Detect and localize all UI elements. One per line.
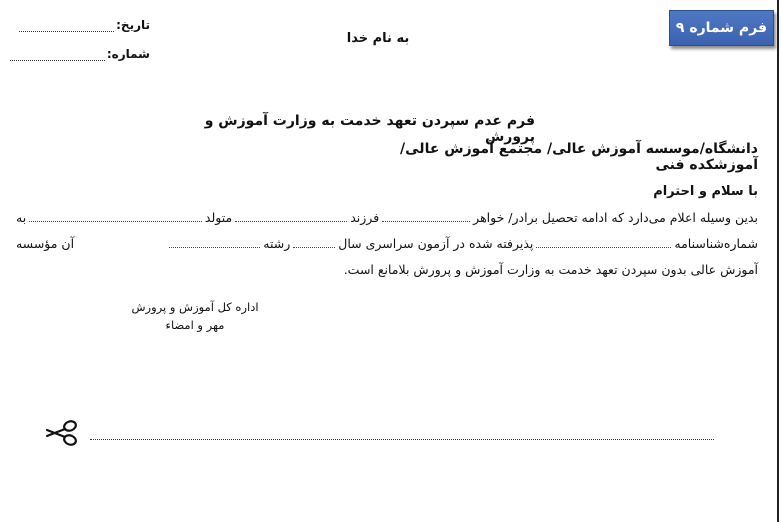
father-name-field[interactable]	[235, 212, 347, 222]
date-label: تاریخ:	[116, 18, 150, 32]
year-field[interactable]	[293, 238, 335, 248]
cut-line	[90, 439, 714, 440]
body-text: بدین وسیله اعلام می‌دارد که ادامه تحصیل برادر/ خواهر	[473, 210, 758, 225]
major-field[interactable]	[169, 238, 261, 248]
body-text: شماره‌شناسنامه	[674, 236, 758, 251]
greeting: با سلام و احترام	[653, 184, 758, 199]
name-field[interactable]	[382, 212, 470, 222]
body-text: پذیرفته شده در آزمون سراسری سال	[338, 236, 534, 251]
number-field[interactable]	[10, 50, 105, 61]
body-text: متولد	[204, 210, 233, 225]
body-line-1	[16, 210, 758, 225]
date-row	[8, 18, 150, 32]
form-title: فرم عدم سپردن تعهد خدمت به وزارت آموزش و پرورش	[204, 113, 535, 145]
date-field[interactable]	[19, 21, 114, 32]
id-number-field[interactable]	[536, 238, 671, 248]
body-text: رشته	[263, 236, 291, 251]
body-text: به	[16, 210, 27, 225]
signature-block	[130, 298, 260, 334]
body-text: فرزند	[350, 210, 380, 225]
birth-date-field[interactable]	[29, 212, 202, 222]
scissors-icon	[44, 416, 84, 450]
body-line-3	[16, 262, 758, 277]
signature-stamp: مهر و امضاء	[165, 318, 225, 332]
body-line-2	[16, 236, 758, 251]
body-text: آموزش عالی بدون سپردن تعهد خدمت به وزارت آموزش و پرورش بلامانع است.	[343, 262, 758, 277]
number-label: شماره:	[106, 47, 150, 61]
body-text: آن مؤسسه	[15, 236, 75, 251]
number-row	[8, 47, 150, 61]
bismillah: به نام خدا	[346, 31, 410, 46]
form-subtitle: دانشگاه/موسسه آموزش عالی/ مجتمع آموزش عالی/ آموزشکده فنی	[400, 141, 758, 173]
signature-office: اداره کل آموزش و پرورش	[131, 300, 259, 314]
form-number-badge: فرم شماره ۹	[669, 10, 774, 46]
